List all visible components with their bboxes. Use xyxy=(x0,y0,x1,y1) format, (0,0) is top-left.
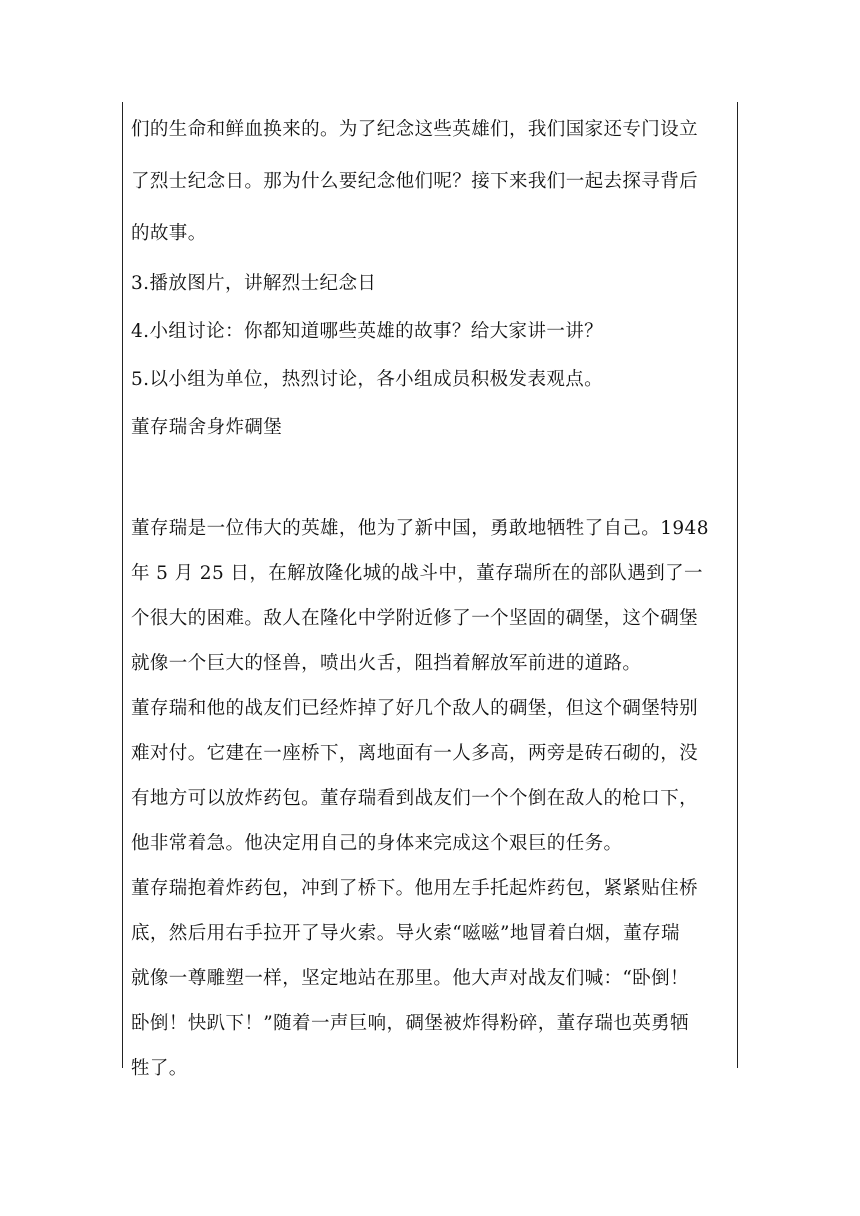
story-line: 就像一个巨大的怪兽，喷出火舌，阻挡着解放军前进的道路。 xyxy=(131,653,642,674)
intro-line: 们的生命和鲜血换来的。为了纪念这些英雄们，我们国家还专门设立 xyxy=(131,119,699,140)
story-line: 就像一尊雕塑一样，坚定地站在那里。他大声对战友们喊：“卧倒！ xyxy=(131,968,689,989)
story-line: 牲了。 xyxy=(131,1058,188,1079)
story-line: 有地方可以放炸药包。董存瑞看到战友们一个个倒在敌人的枪口下， xyxy=(131,788,699,809)
intro-line: 了烈士纪念日。那为什么要纪念他们呢？接下来我们一起去探寻背后 xyxy=(131,171,699,192)
story-line: 个很大的困难。敌人在隆化中学附近修了一个坚固的碉堡，这个碉堡 xyxy=(131,608,699,629)
step-item: 5.以小组为单位，热烈讨论，各小组成员积极发表观点。 xyxy=(131,369,604,390)
story-line: 董存瑞和他的战友们已经炸掉了好几个敌人的碉堡，但这个碉堡特别 xyxy=(131,698,699,719)
blank-line xyxy=(131,452,731,506)
step-item: 4.小组讨论：你都知道哪些英雄的故事？给大家讲一讲？ xyxy=(131,321,604,342)
story-line: 底，然后用右手拉开了导火索。导火索“嗞嗞”地冒着白烟，董存瑞 xyxy=(131,923,680,944)
story-line: 年 5 月 25 日，在解放隆化城的战斗中，董存瑞所在的部队遇到了一 xyxy=(131,563,703,584)
step-item: 3.播放图片，讲解烈士纪念日 xyxy=(131,273,377,294)
story-line: 董存瑞抱着炸药包，冲到了桥下。他用左手托起炸药包，紧紧贴住桥 xyxy=(131,878,699,899)
story-line: 董存瑞是一位伟大的英雄，他为了新中国，勇敢地牺牲了自己。1948 xyxy=(131,518,709,539)
story-title: 董存瑞舍身炸碉堡 xyxy=(131,417,283,438)
intro-line: 的故事。 xyxy=(131,223,207,244)
story-line: 卧倒！快趴下！”随着一声巨响，碉堡被炸得粉碎，董存瑞也英勇牺 xyxy=(131,1013,689,1034)
story-line: 难对付。它建在一座桥下，离地面有一人多高，两旁是砖石砌的，没 xyxy=(131,743,699,764)
lesson-content xyxy=(131,104,731,1091)
story-line: 他非常着急。他决定用自己的身体来完成这个艰巨的任务。 xyxy=(131,833,623,854)
